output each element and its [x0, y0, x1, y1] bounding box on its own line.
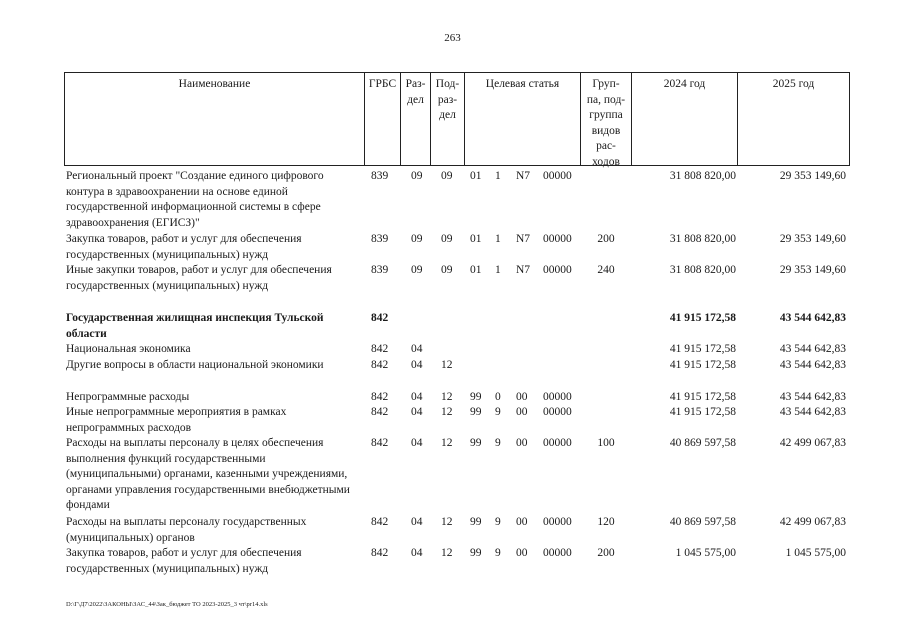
row-target-2: 1 [495, 264, 501, 276]
row-grbs: 839 [371, 233, 389, 245]
row-amount-2025: 42 499 067,83 [779, 437, 846, 449]
row-amount-2024: 31 808 820,00 [669, 264, 736, 276]
row-group: 240 [597, 264, 615, 276]
row-amount-2024: 31 808 820,00 [669, 170, 736, 182]
row-grbs: 842 [371, 312, 389, 324]
row-target-1: 99 [470, 406, 482, 418]
row-target-1: 99 [470, 516, 482, 528]
row-amount-2024: 41 915 172,58 [669, 359, 736, 371]
row-razdel: 04 [411, 516, 423, 528]
row-grbs: 842 [371, 547, 389, 559]
row-name: Непрограммные расходы [66, 391, 190, 403]
row-name: Закупка товаров, работ и услуг для обеспечения государственных (муниципальных) нужд [66, 233, 302, 261]
row-grbs: 839 [371, 264, 389, 276]
row-target-1: 99 [470, 391, 482, 403]
row-target-3: N7 [516, 264, 531, 276]
row-target-4: 00000 [543, 391, 572, 403]
row-target-3: 00 [516, 406, 528, 418]
row-target-3: 00 [516, 516, 528, 528]
row-grbs: 842 [371, 406, 389, 418]
row-target-4: 00000 [543, 233, 572, 245]
row-amount-2024: 41 915 172,58 [669, 391, 736, 403]
row-target-4: 00000 [543, 437, 572, 449]
row-name: Национальная экономика [66, 343, 191, 355]
row-amount-2024: 41 915 172,58 [669, 406, 736, 418]
row-grbs: 842 [371, 437, 389, 449]
row-razdel: 04 [411, 437, 423, 449]
row-target-2: 1 [495, 233, 501, 245]
row-target-1: 99 [470, 437, 482, 449]
row-podrazdel: 12 [441, 359, 453, 371]
file-path-footer: D:\Г\Д7\2022\ЗАКОНЫ\ЗАС_44\Зак_бюджет ТО 2023-2025_3 чт\pr14.xls [66, 601, 268, 608]
row-razdel: 04 [411, 406, 423, 418]
row-target-3: 00 [516, 391, 528, 403]
row-target-2: 9 [495, 516, 501, 528]
row-target-2: 9 [495, 547, 501, 559]
row-podrazdel: 12 [441, 391, 453, 403]
row-target-4: 00000 [543, 516, 572, 528]
row-target-4: 00000 [543, 264, 572, 276]
row-podrazdel: 12 [441, 516, 453, 528]
row-target-2: 0 [495, 391, 501, 403]
row-grbs: 842 [371, 343, 389, 355]
row-grbs: 842 [371, 359, 389, 371]
row-podrazdel: 12 [441, 406, 453, 418]
row-name: Расходы на выплаты персоналу в целях обеспечения выполнения функций государственными (муниципальными) органами, казенными учреждениями, органами управления государственными внебюджетными фондами [66, 437, 350, 511]
row-amount-2025: 42 499 067,83 [779, 516, 846, 528]
page-number: 263 [444, 32, 461, 44]
row-amount-2024: 40 869 597,58 [669, 437, 736, 449]
row-amount-2025: 43 544 642,83 [779, 343, 846, 355]
row-razdel: 09 [411, 264, 423, 276]
row-podrazdel: 12 [441, 547, 453, 559]
row-razdel: 09 [411, 170, 423, 182]
row-name: Региональный проект "Создание единого цифрового контура в здравоохранении на основе единой государственной информационной системы в сфере здравоохранения (ЕГИСЗ)" [66, 170, 324, 229]
row-amount-2025: 43 544 642,83 [779, 391, 846, 403]
row-podrazdel: 12 [441, 437, 453, 449]
row-target-1: 01 [470, 170, 482, 182]
header-grbs: ГРБС [364, 73, 400, 165]
row-podrazdel: 09 [441, 170, 453, 182]
header-2025: 2025 год [737, 73, 849, 165]
row-amount-2024: 41 915 172,58 [669, 312, 736, 324]
row-name: Иные закупки товаров, работ и услуг для обеспечения государственных (муниципальных) нужд [66, 264, 332, 292]
header-name: Наименование [178, 78, 251, 90]
row-name: Закупка товаров, работ и услуг для обеспечения государственных (муниципальных) нужд [66, 547, 302, 575]
row-target-4: 00000 [543, 406, 572, 418]
row-name: Другие вопросы в области национальной экономики [66, 359, 324, 371]
row-amount-2025: 43 544 642,83 [779, 359, 846, 371]
row-target-3: 00 [516, 547, 528, 559]
row-target-3: N7 [516, 170, 531, 182]
row-amount-2024: 41 915 172,58 [669, 343, 736, 355]
row-group: 200 [597, 547, 615, 559]
row-amount-2024: 1 045 575,00 [675, 547, 736, 559]
row-target-2: 9 [495, 406, 501, 418]
row-group: 200 [597, 233, 615, 245]
row-grbs: 842 [371, 516, 389, 528]
row-grbs: 842 [371, 391, 389, 403]
header-group: Груп- па, под- группа видов рас- ходов [580, 73, 631, 165]
row-group: 120 [597, 516, 615, 528]
row-amount-2025: 29 353 149,60 [779, 264, 846, 276]
row-target-1: 01 [470, 264, 482, 276]
row-target-2: 1 [495, 170, 501, 182]
row-name: Иные непрограммные мероприятия в рамках непрограммных расходов [66, 406, 287, 434]
row-target-3: 00 [516, 437, 528, 449]
row-razdel: 04 [411, 547, 423, 559]
row-razdel: 04 [411, 391, 423, 403]
header-2024: 2024 год [631, 73, 737, 165]
row-target-1: 99 [470, 547, 482, 559]
row-podrazdel: 09 [441, 233, 453, 245]
header-razdel: Раз- дел [400, 73, 430, 165]
row-razdel: 04 [411, 343, 423, 355]
row-amount-2025: 43 544 642,83 [779, 406, 846, 418]
row-name: Расходы на выплаты персоналу государственных (муниципальных) органов [66, 516, 307, 544]
row-grbs: 839 [371, 170, 389, 182]
row-podrazdel: 09 [441, 264, 453, 276]
row-target-3: N7 [516, 233, 531, 245]
table-header [64, 72, 850, 166]
row-amount-2025: 29 353 149,60 [779, 233, 846, 245]
row-target-1: 01 [470, 233, 482, 245]
row-amount-2024: 40 869 597,58 [669, 516, 736, 528]
header-podrazdel: Под- раз- дел [430, 73, 464, 165]
row-name: Государственная жилищная инспекция Тульской области [66, 312, 324, 340]
row-razdel: 09 [411, 233, 423, 245]
row-amount-2025: 29 353 149,60 [779, 170, 846, 182]
row-razdel: 04 [411, 359, 423, 371]
header-target-article: Целевая статья [464, 73, 580, 165]
row-amount-2024: 31 808 820,00 [669, 233, 736, 245]
row-amount-2025: 43 544 642,83 [779, 312, 846, 324]
row-target-4: 00000 [543, 547, 572, 559]
row-target-4: 00000 [543, 170, 572, 182]
row-target-2: 9 [495, 437, 501, 449]
row-amount-2025: 1 045 575,00 [785, 547, 846, 559]
row-group: 100 [597, 437, 615, 449]
